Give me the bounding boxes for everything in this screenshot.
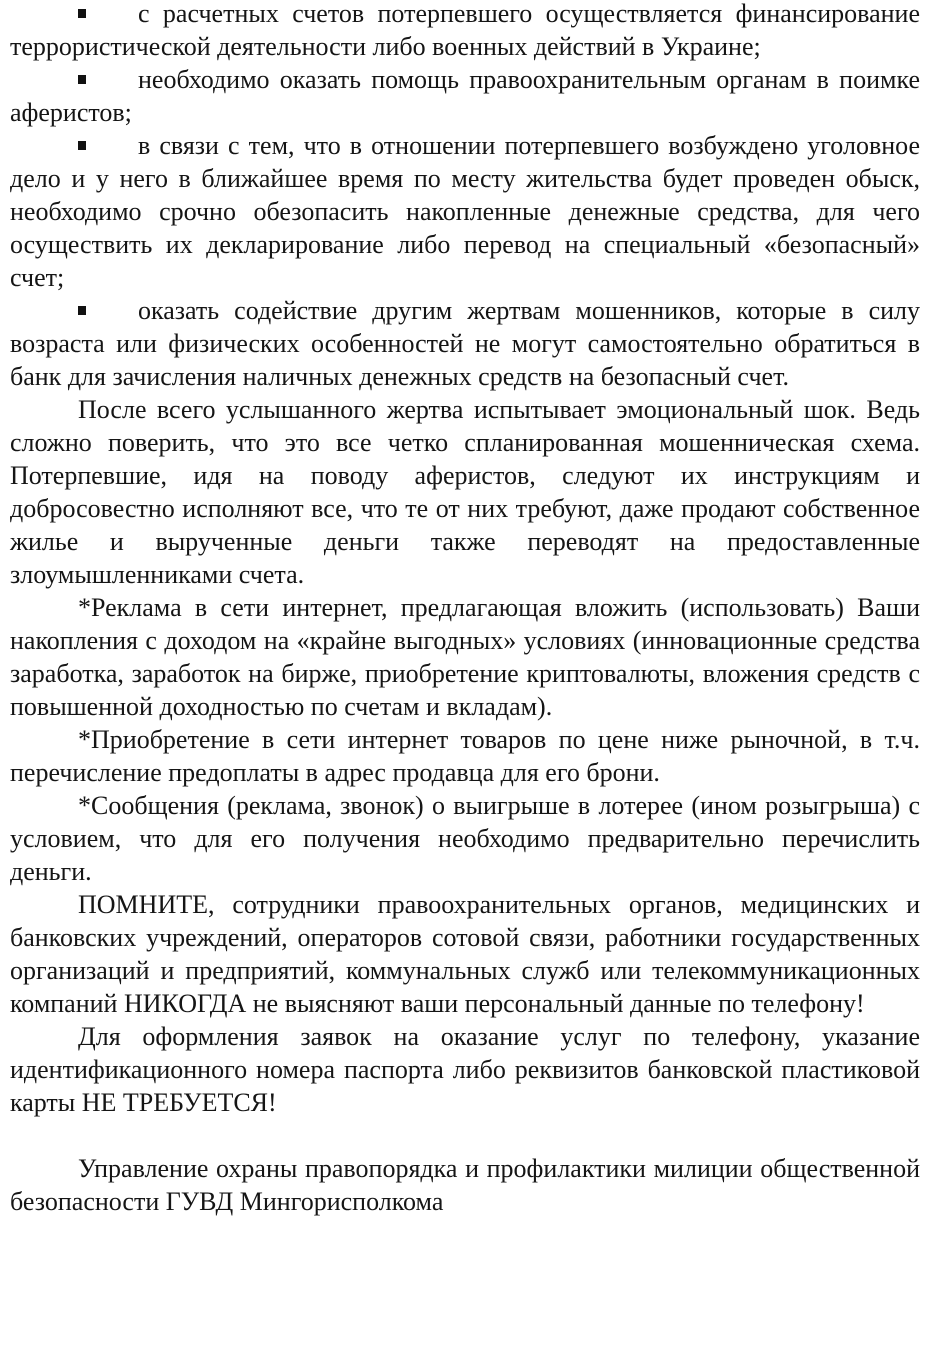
bullet-item [10,129,920,294]
bullet-square-icon [78,75,86,84]
bullet-text: необходимо оказать помощь правоохранительным органам в поимке аферистов; [10,65,920,127]
bullet-text: в связи с тем, что в отношении потерпевшего возбуждено уголовное дело и у него в ближайшее время по месту жительства будет проведен обыск, необходимо срочно обезопасить накопленные денежные средства, для чего осуществить их декларирование либо перевод на специальный «безопасный» счет; [10,131,920,292]
bullet-text: с расчетных счетов потерпевшего осуществляется финансирование террористической деятельности либо военных действий в Украине; [10,0,920,61]
paragraph-remember: ПОМНИТЕ, сотрудники правоохранительных органов, медицинских и банковских учреждений, операторов сотовой связи, работники государственных организаций и предприятий, коммунальных служб или телекоммуникационных компаний НИКОГДА не выясняют ваши персональный данные по телефону! [10,890,920,1018]
paragraph-victim-shock: После всего услышанного жертва испытывает эмоциональный шок. Ведь сложно поверить, что это все четко спланированная мошенническая схема. Потерпевшие, идя на поводу аферистов, следуют их инструкциям и добросовестно исполняют все, что те от них требуют, даже продают собственное жилье и вырученные деньги также переводят на предоставленные злоумышленниками счета. [10,395,920,589]
bullet-square-icon [78,306,86,315]
bullet-square-icon [78,141,86,150]
bullet-item [10,294,920,393]
bullet-square-icon [78,9,86,18]
paragraph-not-required: Для оформления заявок на оказание услуг по телефону, указание идентификационного номера паспорта либо реквизитов банковской пластиковой карты НЕ ТРЕБУЕТСЯ! [10,1022,920,1117]
document-page [10,0,920,1218]
paragraph-internet-ads: *Реклама в сети интернет, предлагающая вложить (использовать) Ваши накопления с доходом на «крайне выгодных» условиях (инновационные средства заработка, заработок на бирже, приобретение криптовалюты, вложения средств с повышенной доходностью по счетам и вкладам). [10,593,920,721]
signature-block: Управление охраны правопорядка и профилактики милиции общественной безопасности ГУВД Мингорисполкома [10,1154,920,1216]
bullet-item [10,63,920,129]
bullet-item [10,0,920,63]
paragraph-lottery: *Сообщения (реклама, звонок) о выигрыше в лотерее (ином розыгрыша) с условием, что для его получения необходимо предварительно перечислить деньги. [10,791,920,886]
spacer [10,1119,920,1152]
bullet-text: оказать содействие другим жертвам мошенников, которые в силу возраста или физических особенностей не могут самостоятельно обратиться в банк для зачисления наличных денежных средств на безопасный счет. [10,296,920,391]
paragraph-online-purchase: *Приобретение в сети интернет товаров по цене ниже рыночной, в т.ч. перечисление предоплаты в адрес продавца для его брони. [10,725,920,787]
